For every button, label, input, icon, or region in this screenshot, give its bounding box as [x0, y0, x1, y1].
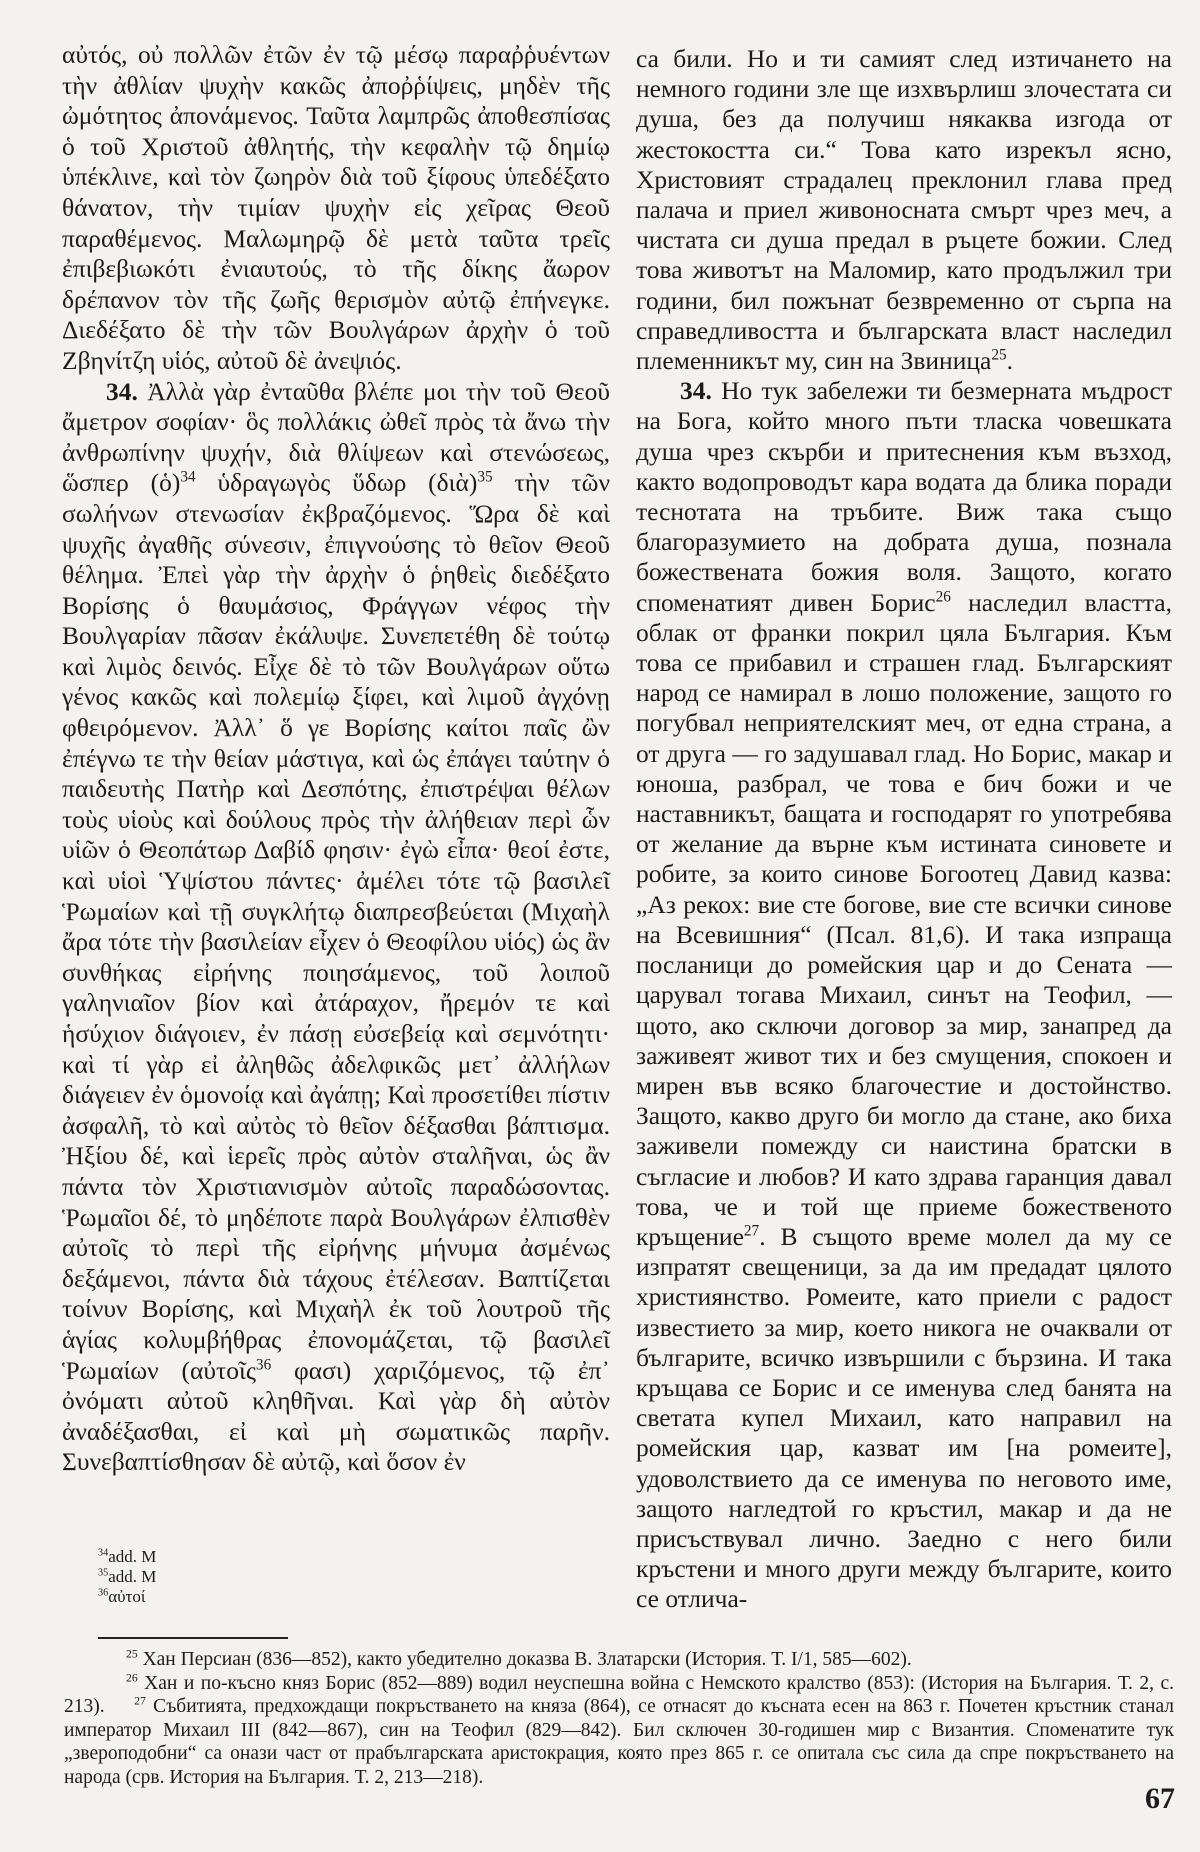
- footnote-text: Хан и по-късно княз Борис (852—889) водил неуспешна война с Немското кралство (853): (История на България. Т. 2, с. 213).: [64, 1672, 1174, 1718]
- footnote: [64, 1648, 1174, 1672]
- bulgarian-text-column: [636, 44, 1172, 1615]
- greek-paragraph-34: [62, 377, 610, 1478]
- bulgarian-text-segment: наследил властта, облак от франки покрил цяла България. Към това се прибавил и страшен глад. Българският народ се намирал в лошо положение, защото го погубвал неприятелският меч, от една страна, а от друга — го задушавал глад. Но Борис, макар и юноша, разбрал, че това е бич божи и че наставникът, бащата и господарят го употребява от желание да върне към истината синовете и робите, за които синове Богоотец Давид казва: „Аз рекох: вие сте богове, вие сте всички синове на Всевишния“ (Псал. 81,6). И така изпраща посланици до ромейския цар и до Сената — царувал тогава Михаил, синът на Теофил, — щото, ако сключи договор за мир, занапред да заживеят живот тих и без смущения, спокоен и мирен във всяко благочестие и достойнство. Защото, какво друго би могло да стане, ако биха заживели помежду си наистина братски в съгласие и любов? И като здрава гаранция давал това, че и той ще приеме божественото кръщение: [636, 587, 1172, 1251]
- footnote: [64, 1672, 1174, 1790]
- greek-text-segment: Ἀλλὰ γὰρ ἐνταῦθα βλέπε μοι τὴν τοῦ Θεοῦ ἄμετρον σοφίαν· ὃς πολλάκις ὠθεῖ πρὸς τὰ ἄνω τὴν ἀνθρωπίνην ψυχήν, διὰ θλίψεων καὶ στενώσεως, ὥσπερ (ὁ): [62, 376, 610, 498]
- footnote-number: 27: [134, 1694, 146, 1708]
- greek-text-column: [62, 40, 610, 1478]
- greek-text-segment: ὑδραγωγὸς ὕδωρ (διὰ): [195, 468, 478, 498]
- apparatus-note-text: add. M: [108, 1567, 157, 1586]
- greek-paragraph: [62, 40, 610, 377]
- bulgarian-section-number: 34.: [680, 376, 712, 406]
- apparatus-note-number: 35: [98, 1567, 109, 1579]
- footnote-text: Събитията, предхождащи покръстването на княза (864), се отнасят до късната есен на 863 г. Почетен кръстник станал император Михаил III (842—867), син на Теофил (829—842). Бил сключен 30-годишен мир с Византия. Споменатите тук „звероподобни“ са онази част от прабългарската аристокрация, която през 865 г. се опитала със сила да спре покръстването на народа (срв. История на България. Т. 2, 213—218).: [64, 1696, 1175, 1788]
- bulgarian-paragraph-34: [636, 376, 1172, 1614]
- greek-text-segment: τὴν τῶν σωλήνων στενωσίαν ἐκβραζόμενος. Ὥρα δὲ καὶ ψυχῆς ἀγαθῆς σύνεσιν, ἐπιγνούσης τὸ θεῖον Θεοῦ θέλημα. Ἐπεὶ γὰρ τὴν ἀρχὴν ὁ ῥηθεὶς διεδέξατο Βορίσης ὁ θαυμάσιος, Φράγγων νέφος τὴν Βουλγαρίαν πᾶσαν ἐκάλυψε. Συνεπετέθη δὲ τούτῳ καὶ λιμὸς δεινός. Εἶχε δὲ τὸ τῶν Βουλγάρων οὕτω γένος κακῶς καὶ πολεμίῳ ξίφει, καὶ λιμοῦ ἀγχόνῃ φθειρόμενον. Ἀλλ᾽ ὅ γε Βορίσης καίτοι παῖς ὢν ἐπέγνω τε τὴν θείαν μάστιγα, καὶ ὡς ἐπάγει ταύτην ὁ παιδευτὴς Πατὴρ καὶ Δεσπότης, ἐπιστρέψαι θέλων τοὺς υἱοὺς καὶ δούλους πρὸς τὴν ἀλήθειαν περὶ ὧν υἱῶν ὁ Θεοπάτωρ Δαβίδ φησιν· ἐγὼ εἶπα· θεοί ἐστε, καὶ υἱοὶ Ὑψίστου πάντες· ἀμέλει τότε τῷ βασιλεῖ Ῥωμαίων καὶ τῇ συγκλήτῳ διαπρεσβεύεται (Μιχαὴλ ἄρα τότε τὴν βασιλείαν εἶχεν ὁ Θεοφίλου υἱός) ὡς ἂν συνθήκας εἰρήνης ποιησάμενος, τοῦ λοιποῦ γαληνιαῖον βίον καὶ ἀτάραχον, ἤρεμόν τε καὶ ἡσύχιον διάγοιεν, ἐν πάσῃ εὐσεβείᾳ καὶ σεμνότητι· καὶ τί γὰρ εἰ ἀληθῶς ἀδελφικῶς μετ᾽ ἀλλήλων διάγειεν ἐν ὁμονοίᾳ καὶ ἀγάπῃ; Καὶ προσετίθει πίστιν ἀσφαλῆ, τὸ καὶ αὐτὸς τὸ θεῖον δέξασθαι βάπτισμα. Ἠξίου δέ, καὶ ἱερεῖς πρὸς αὐτὸν σταλῆναι, ὡς ἂν πάντα τὸν Χριστιανισμὸν αὐτοῖς παραδώσοντας. Ῥωμαῖοι δέ, τὸ μηδέποτε παρὰ Βουλγάρων ἐλπισθὲν αὐτοῖς τὸ περὶ τῆς εἰρήνης μήνυμα ἀσμένως δεξάμενοι, πάντα διὰ τάχους ἐτέλεσαν. Βαπτίζεται τοίνυν Βορίσης, καὶ Μιχαὴλ ἐκ τοῦ λουτροῦ τῆς ἁγίας κολυμβήθρας ἐπονομάζεται, τῷ βασιλεῖ Ῥωμαίων (αὐτοῖς: [62, 468, 610, 1385]
- greek-section-number: 34.: [106, 376, 138, 406]
- apparatus-note: [98, 1567, 156, 1587]
- bulgarian-text-segment: .: [1006, 346, 1013, 376]
- bulgarian-text-segment: . В същото време молел да му се изпратят свещеници, за да им предадат цялото християнство. Ромеите, като приели с радост известието за мир, което никога не очаквали от българите, всичко извършили с бързина. И така кръщава се Борис и се именува след банята на светата купел Михаил, като направил на ромейския цар, казват им [на ромеите], удоволствието да се именува по неговото име, защото нагледтой го кръстил, макар и да не присъствувал лично. Заедно с него били кръстени и много други между българите, които се отлича-: [636, 1221, 1172, 1614]
- apparatus-note: [98, 1547, 156, 1567]
- footnote-ref: 25: [991, 346, 1007, 364]
- apparatus-ref: 36: [255, 1356, 272, 1374]
- apparatus-ref: 34: [180, 468, 196, 486]
- greek-text-segment: φασι) χαριζόμενος, τῷ ἐπ᾽ ὀνόματι αὐτοῦ κληθῆναι. Καὶ γὰρ δὴ αὐτὸν ἀναδέξασθαι, εἰ καὶ μὴ σωματικῶς παρῆν. Συνεβαπτίσθησαν δὲ αὐτῷ, καὶ ὅσον ἐν: [62, 1355, 610, 1477]
- apparatus-note-text: add. M: [108, 1547, 157, 1566]
- footnote-divider: [98, 1637, 288, 1639]
- footnotes: [64, 1648, 1174, 1790]
- bulgarian-text-segment: Но тук забележи ти безмерната мъдрост на Бога, който много пъти тласка човешката душа чрез скърби и притеснения към възход, както водопроводът кара водата да блика поради теснотата на тръбите. Виж така също благоразумието на добрата душа, познала божествената божия воля. Защото, когато споменатият дивен Борис: [636, 376, 1172, 617]
- footnote-number: 26: [126, 1671, 138, 1685]
- footnote-text: Хан Персиан (836—852), както убедително доказва В. Златарски (История. Т. I/1, 585—602).: [137, 1649, 912, 1670]
- apparatus-note-number: 36: [98, 1587, 109, 1599]
- apparatus-ref: 35: [477, 468, 493, 486]
- page-number: 67: [1145, 1782, 1175, 1815]
- bulgarian-text-segment: са били. Но и ти самият след изтичането на немного години зле ще изхвърлиш злочестата си душа, без да получиш някаква изгода от жестокостта си.“ Това като изрекъл ясно, Христовият страдалец преклонил глава пред палача и приел живоносната смърт чрез меч, а чистата си душа предал в ръцете божии. След това животът на Маломир, като продължил три години, бил пожънат безвременно от сърпа на справедливостта и българската власт наследил племенникът му, син на Звиница: [636, 44, 1172, 376]
- critical-apparatus: [98, 1547, 156, 1607]
- apparatus-note-text: αὐτοί: [108, 1587, 146, 1606]
- greek-paragraph-text: αὐτός, οὐ πολλῶν ἐτῶν ἐν τῷ μέσῳ παραῤῥυέντων τὴν ἀθλίαν ψυχὴν κακῶς ἀποῤῥίψεις, μηδὲν τῆς ὠμότητος ἀπονάμενος. Ταῦτα λαμπρῶς ἀποθεσπίσας ὁ τοῦ Χριστοῦ ἀθλητής, τὴν κεφαλὴν τῷ δημίῳ ὑπέκλινε, καὶ τὸν ζωηρὸν διὰ τοῦ ξίφους ὑπεδέξατο θάνατον, τὴν τιμίαν ψυχὴν εἰς χεῖρας Θεοῦ παραθέμενος. Μαλωμηρῷ δὲ μετὰ ταῦτα τρεῖς ἐπιβεβιωκότι ἐνιαυτούς, τὸ τῆς δίκης ἄωρον δρέπανον τὸν τῆς ζωῆς θερισμὸν αὐτῷ ἐπήνεγκε. Διεδέξατο δὲ τὴν τῶν Βουλγάρων ἀρχὴν ὁ τοῦ Ζβηνίτζη υἱός, αὐτοῦ δὲ ἀνεψιός.: [62, 40, 610, 375]
- bulgarian-paragraph: [636, 44, 1172, 376]
- footnote-ref: 27: [743, 1222, 760, 1240]
- footnote-number: 25: [126, 1647, 138, 1661]
- footnote-ref: 26: [935, 588, 951, 606]
- apparatus-note-number: 34: [98, 1547, 109, 1559]
- apparatus-note: [98, 1587, 156, 1607]
